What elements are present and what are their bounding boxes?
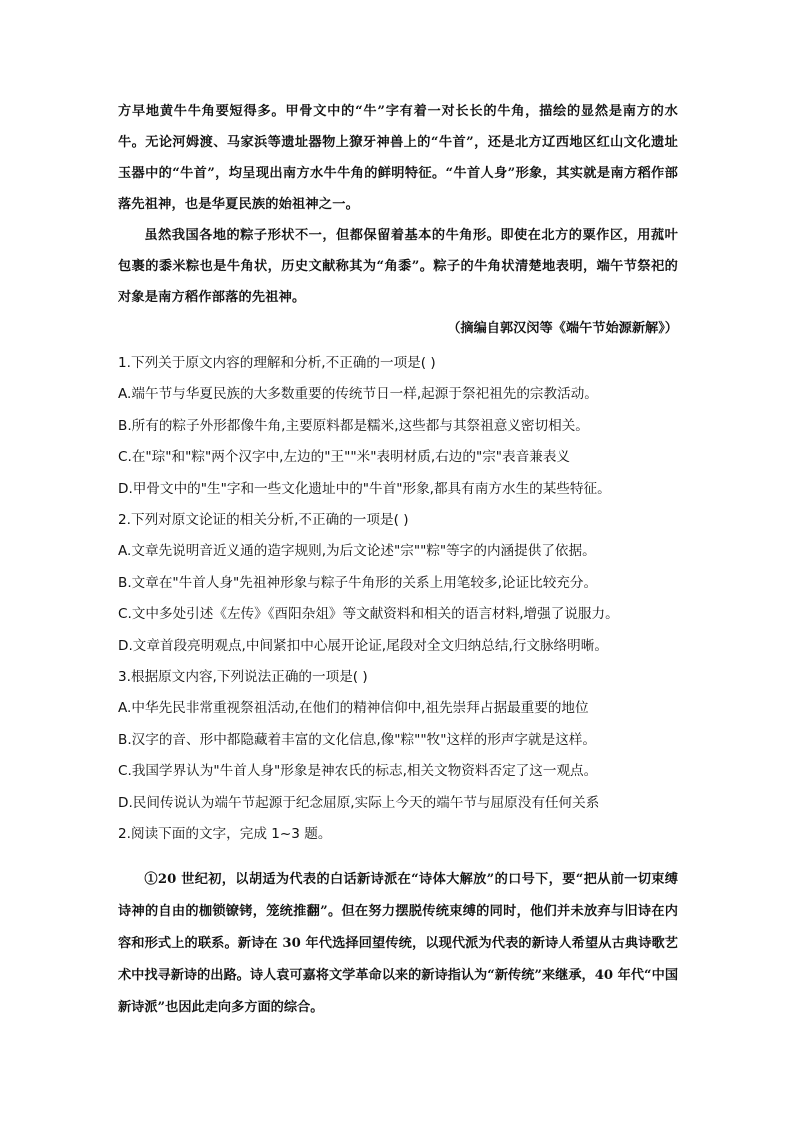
question-2-option-a: A.文章先说明音近义通的造字规则,为后文论述"宗""粽"等字的内涵提供了依据。: [118, 543, 596, 560]
passage-paragraph-2: 虽然我国各地的粽子形状不一，但都保留着基本的牛角形。即使在北方的粟作区，用菰叶包裹的黍米粽也是牛角状，历史文献称其为“角黍”。粽子的牛角状清楚地表明，端午节祭祀的对象是南方稻作部落的先祖神。: [118, 228, 678, 305]
question-2-stem: 2.下列对原文论证的相关分析,不正确的一项是( ): [118, 512, 409, 529]
question-2-option-c: C.文中多处引述《左传》《酉阳杂俎》等文献资料和相关的语言材料,增强了说服力。: [118, 606, 619, 623]
question-3-stem: 3.根据原文内容,下列说法正确的一项是( ): [118, 669, 368, 686]
question-1-option-c: C.在"琮"和"粽"两个汉字中,左边的"王""米"表明材质,右边的"宗"表音兼表义: [118, 449, 571, 466]
section-2-intro: 2.阅读下面的文字，完成 1~3 题。: [118, 826, 332, 843]
question-1-option-b: B.所有的粽子外形都像牛角,主要原料都是糯米,这些都与其祭祖意义密切相关。: [118, 417, 589, 434]
question-3-option-b: B.汉字的音、形中都隐藏着丰富的文化信息,像"粽""牧"这样的形声字就是这样。: [118, 731, 596, 748]
question-3-option-d: D.民间传说认为端午节起源于纪念屈原,实际上今天的端午节与屈原没有任何关系: [118, 794, 600, 811]
question-1-option-d: D.甲骨文中的"生"字和一些文化遗址中的"牛首"形象,都具有南方水生的某些特征。: [118, 480, 611, 497]
question-1-stem: 1.下列关于原文内容的理解和分析,不正确的一项是( ): [118, 355, 436, 371]
passage-paragraph-1: 方早地黄牛牛角要短得多。甲骨文中的“牛”字有着一对长长的牛角，描绘的显然是南方的水牛。无论河姆渡、马家浜等遗址器物上獠牙神兽上的“牛首”，还是北方辽西地区红山文化遗址玉器中的“牛首”，均呈现出南方水牛牛角的鲜明特征。“牛首人身”形象，其实就是南方稻作部落先祖神，也是华夏民族的始祖神之一。: [118, 104, 678, 212]
question-3-option-c: C.我国学界认为"牛首人身"形象是神农氏的标志,相关文物资料否定了这一观点。: [118, 763, 598, 780]
passage-citation: （摘编自郭汉闵等《端午节始源新解》）: [447, 321, 678, 336]
passage-2-paragraph-1: ①20 世纪初，以胡适为代表的白话新诗派在“诗体大解放”的口号下，要“把从前一切束缚诗神的自由的枷锁镣铐，笼统推翻”。但在努力摆脱传统束缚的同时，他们并未放弃与旧诗在内容和形式上的联系。新诗在 30 年代选择回望传统，以现代派为代表的新诗人希望从古典诗歌艺术中找寻新诗的出路。诗人袁可嘉将文学革命以来的新诗指认为“新传统”来继承，40 年代“中国新诗派”也因此走向多方面的综合。: [118, 872, 679, 1016]
question-1-option-a: A.端午节与华夏民族的大多数重要的传统节日一样,起源于祭祀祖先的宗教活动。: [118, 386, 598, 403]
question-3-option-a: A.中华先民非常重视祭祖活动,在他们的精神信仰中,祖先崇拜占据最重要的地位: [118, 700, 589, 717]
question-2-option-d: D.文章首段亮明观点,中间紧扣中心展开论证,尾段对全文归纳总结,行文脉络明晰。: [118, 637, 608, 654]
document-page: [118, 96, 678, 1024]
question-2-option-b: B.文章在"牛首人身"先祖神形象与粽子牛角形的关系上用笔较多,论证比较充分。: [118, 574, 598, 591]
question-list: [118, 348, 678, 819]
